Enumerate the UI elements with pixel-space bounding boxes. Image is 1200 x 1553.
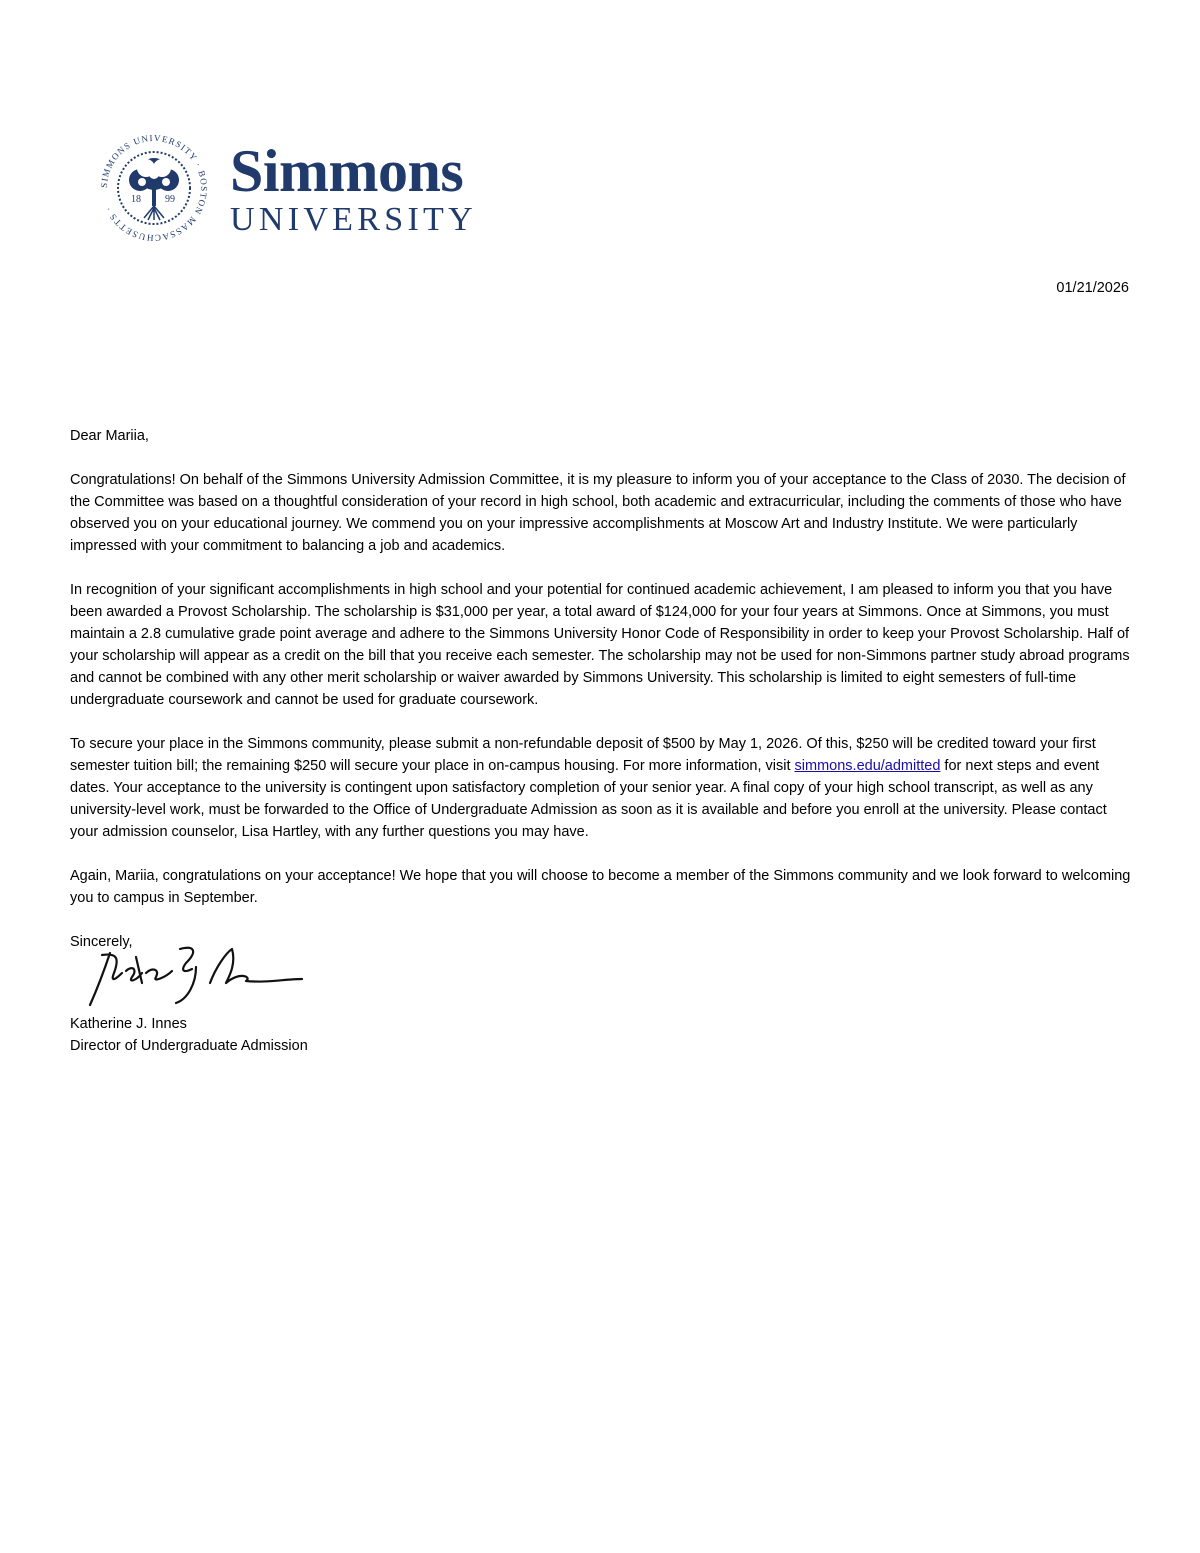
paragraph-closing-wishes: Again, Mariia, congratulations on your acceptance! We hope that you will choose to become a member of the Simmons community and we look forward to welcoming you to campus in September.: [70, 868, 1131, 906]
letter-date: 01/21/2026: [1056, 280, 1129, 296]
signer-name: Katherine J. Innes: [70, 1016, 187, 1032]
university-logo: [96, 130, 496, 250]
salutation: Dear Mariia,: [70, 428, 149, 444]
paragraph-scholarship: In recognition of your significant accomplishments in high school and your potential for continued academic achievement, I am pleased to inform you that you have been awarded a Provost Scholarship. The scholarship is $31,000 per year, a total award of $124,000 for your four years at Simmons. Once at Simmons, you must maintain a 2.8 cumulative grade point average and adhere to the Simmons University Honor Code of Responsibility in order to keep your Provost Scholarship. Half of your scholarship will appear as a credit on the bill that you receive each semester. The scholarship may not be used for non-Simmons partner study abroad programs and cannot be combined with any other merit scholarship or waiver awarded by Simmons University. This scholarship is limited to eight semesters of full-time undergraduate coursework and cannot be used for graduate coursework.: [70, 582, 1130, 708]
seal-year-left: 18: [131, 194, 141, 205]
seal-year-right: 99: [165, 194, 175, 205]
wordmark-subtitle: UNIVERSITY: [230, 201, 477, 238]
paragraph-deposit-text-end: for next steps and event dates. Your acceptance to the university is contingent upon satisfactory completion of your senior year. A final copy of your high school transcript, as well as any university-level work, must be forwarded to the Office of Undergraduate Admission as soon as it is available and before you enroll at the university. Please contact your admission counselor, Lisa Hartley, with any further questions you may have.: [70, 758, 1107, 840]
university-seal: [96, 130, 212, 246]
seal-ring-text: SIMMONS UNIVERSITY · BOSTON MASSACHUSETTS ·: [98, 132, 210, 244]
wordmark-name: Simmons: [230, 138, 464, 204]
paragraph-acceptance: Congratulations! On behalf of the Simmons University Admission Committee, it is my pleasure to inform you of your acceptance to the Class of 2030. The decision of the Committee was based on a thoughtful consideration of your record in high school, both academic and extracurricular, including the comments of those who have observed you on your educational journey. We commend you on your impressive accomplishments at Moscow Art and Industry Institute. We were particularly impressed with your commitment to balancing a job and academics.: [70, 472, 1126, 554]
paragraph-deposit-text-start: To secure your place in the Simmons community, please submit a non-refundable deposit of $500 by May 1, 2026. Of this, $250 will be credited toward your first semester tuition bill; the remaining $250 will secure your place in on-campus housing. For more information, visit: [70, 736, 1096, 774]
tree-icon: [129, 158, 179, 220]
signature-image: [76, 943, 306, 1009]
admitted-link[interactable]: simmons.edu/admitted: [794, 758, 941, 774]
paragraph-deposit: [70, 733, 1134, 843]
wordmark: [230, 140, 490, 238]
letter-body: [70, 425, 1134, 1057]
closing: Sincerely,: [70, 934, 133, 950]
signer-title: Director of Undergraduate Admission: [70, 1038, 308, 1054]
